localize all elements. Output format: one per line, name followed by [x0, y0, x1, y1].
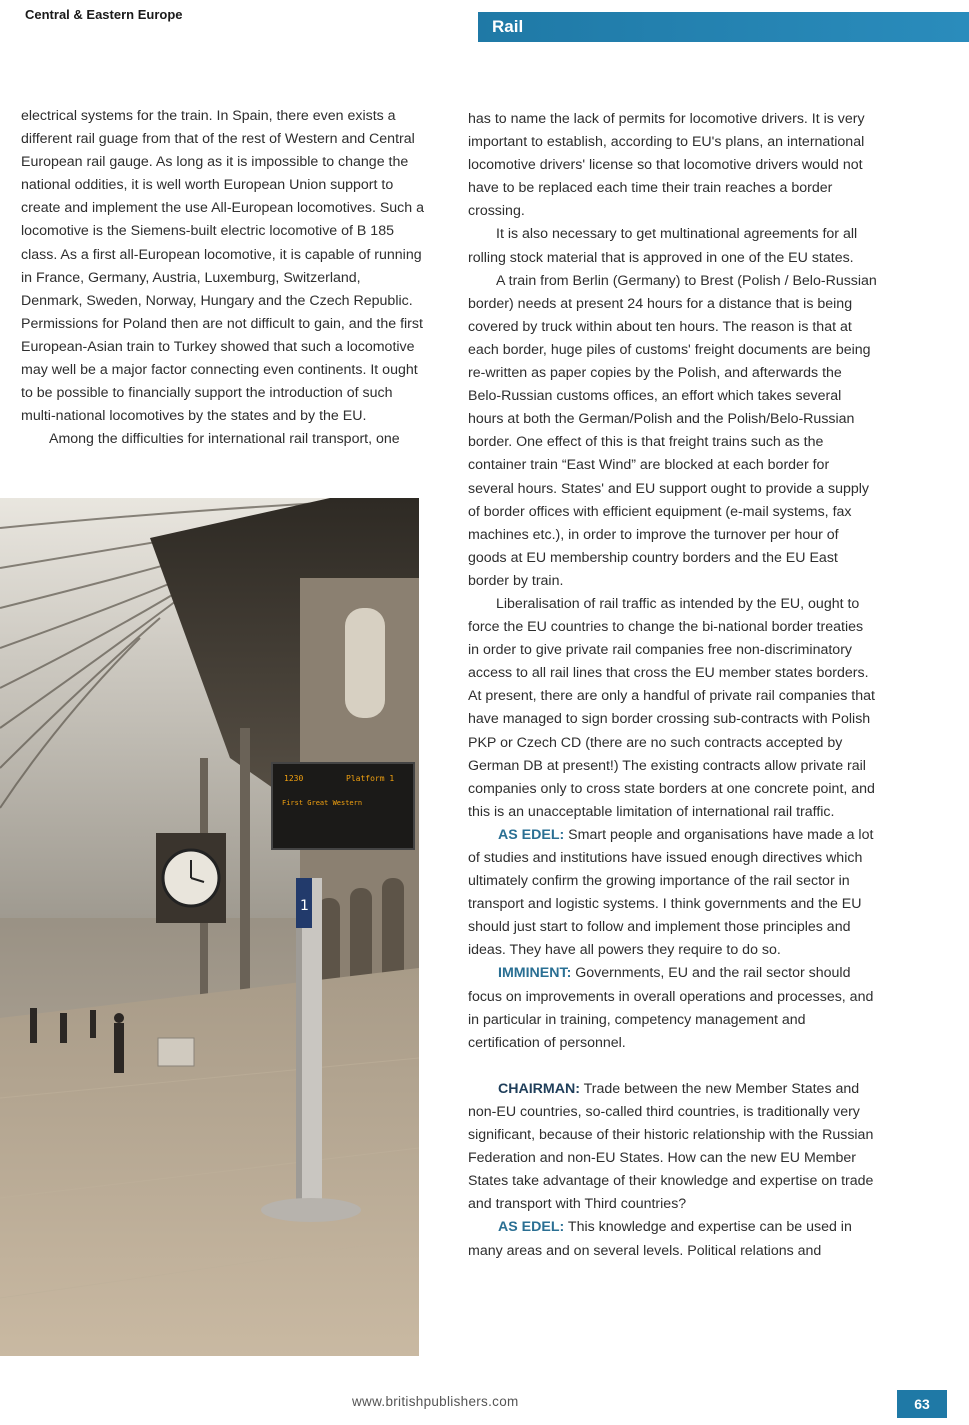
- paragraph: A train from Berlin (Germany) to Brest (Polish / Belo-Russian border) needs at present 24 hours for a distance that is being covered by truck within about ten hours. The reason is that at each border, huge piles of customs' freight documents are being re-written as paper copies by the Polish, and afterwards the Belo-Russian customs offices, an effort which takes several hours at both the German/Polish and the Polish/Belo-Russian border. One effect of this is that freight trains such as the container train “East Wind” are blocked at each border for several hours. States' and EU support ought to provide a supply of border offices with efficient equipment (e-mail systems, fax machines etc.), in order to improve the turnover per hour of goods at EU membership country borders and the EU East border by train.: [468, 272, 877, 589]
- board-time: 1230: [284, 774, 304, 783]
- section-tab: Rail: [478, 12, 969, 42]
- speaker-label: CHAIRMAN:: [498, 1080, 580, 1097]
- station-photo: [0, 498, 419, 1356]
- section-label: Central & Eastern Europe: [25, 7, 183, 22]
- speaker-label: AS EDEL:: [498, 1219, 565, 1236]
- speaker-label: AS EDEL:: [498, 826, 565, 843]
- qa-question: [468, 1078, 878, 1217]
- qa-answer: [468, 824, 878, 963]
- speaker-label: IMMINENT:: [498, 965, 572, 982]
- question-text: Trade between the new Member States and non-EU countries, so-called third countries, is traditionally very significant, because of their historic relationship with the Russian Federation and non-EU States. How can the new EU Member States take advantage of their knowledge and expertise on trade and transport with Third countries?: [468, 1080, 874, 1213]
- answer-text: Smart people and organisations have made a lot of studies and institutions have issued enough directives which ultimately confirm the growing importance of the rail sector in transport and logistic systems. I think governments and the EU should just start to follow and implement those principles and ideas. They have all powers they require to do so.: [468, 826, 874, 959]
- paragraph: It is also necessary to get multinational agreements for all rolling stock material that is approved in one of the EU states.: [468, 226, 858, 266]
- footer-url: www.britishpublishers.com: [352, 1394, 519, 1409]
- qa-answer: [468, 1216, 878, 1262]
- board-platform: Platform 1: [346, 774, 395, 783]
- board-operator: First Great Western: [282, 799, 363, 807]
- paragraph: electrical systems for the train. In Spain, there even exists a different rail guage from that of the rest of Western and Central European rail gauge. As long as it is impossible to change the national oddities, it is well worth European Union support to create and implement the use All-European locomotives. Such a locomotive is the Siemens-built electric locomotive of B 185 class. As a first all-European locomotive, it is capable of running in France, Germany, Austria, Luxemburg, Switzerland, Denmark, Sweden, Norway, Hungary and the Czech Republic. Permissions for Poland then are not difficult to gain, and the first European-Asian train to Turkey showed that such a locomotive may well be a major factor connecting even continents. It ought to be possible to financially support the introduction of such multi-national locomotives by the states and by the EU.: [21, 108, 424, 425]
- paragraph: Liberalisation of rail traffic as intended by the EU, ought to force the EU countries to change the bi-national border treaties in order to give private rail companies free non-discriminatory access to all rail lines that cross the EU member states borders. At present, there are only a handful of private rail companies that have managed to sign border crossing sub-contracts with Polish PKP or Czech CD (there are no such contracts accepted by German DB at present!) The existing contracts allow private rail companies only to cross state borders at one concrete point, and this is an unacceptable limitation of international rail traffic.: [468, 595, 875, 820]
- left-column: [21, 105, 426, 451]
- platform-number: 1: [300, 898, 309, 914]
- page-number: 63: [897, 1390, 947, 1418]
- qa-answer: [468, 962, 878, 1054]
- station-illustration: [0, 498, 419, 1356]
- right-column: [468, 108, 878, 1263]
- answer-text: Governments, EU and the rail sector should focus on improvements in overall operations and processes, and in particular in training, competency management and certification of personnel.: [468, 965, 874, 1051]
- paragraph: has to name the lack of permits for locomotive drivers. It is very important to establish, according to EU's plans, an international locomotive drivers' license so that locomotive drivers would not have to be replaced each time their train reaches a border crossing.: [468, 111, 865, 220]
- paragraph: Among the difficulties for international rail transport, one: [49, 431, 400, 448]
- answer-text: This knowledge and expertise can be used in many areas and on several levels. Political relations and: [468, 1219, 852, 1259]
